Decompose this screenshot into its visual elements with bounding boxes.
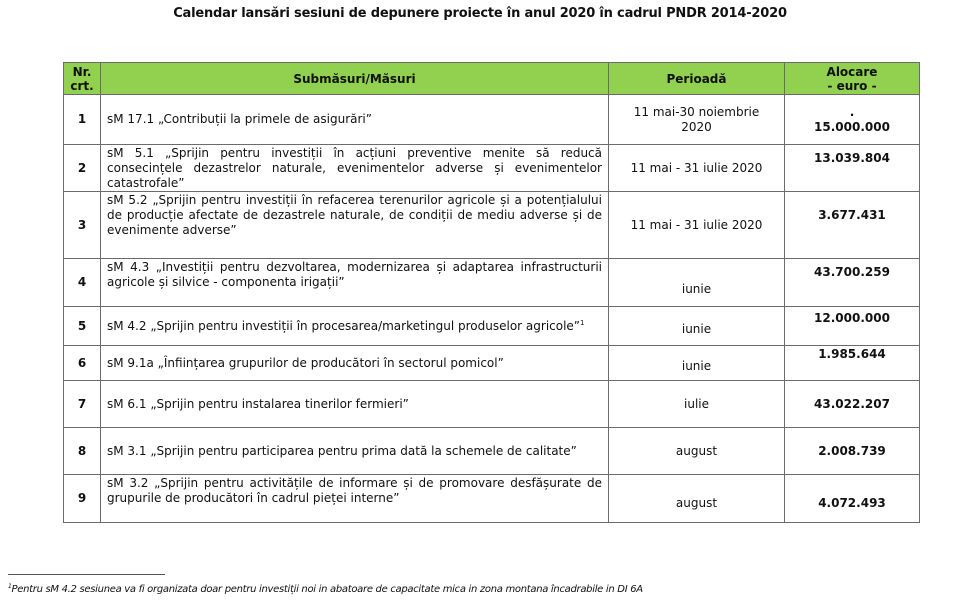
submasura-cell xyxy=(101,307,609,346)
alocare-prefix: . xyxy=(849,104,855,119)
alocare-cell: 43.700.259 xyxy=(785,259,920,307)
submasura-cell: sM 6.1 „Sprijin pentru instalarea tinerilor fermieri” xyxy=(101,381,609,428)
header-nr-line1: Nr. xyxy=(72,64,92,79)
table-row xyxy=(64,259,920,307)
footnote xyxy=(8,584,643,595)
perioada-cell: 11 mai - 31 iulie 2020 xyxy=(609,145,785,192)
header-alocare xyxy=(785,63,920,95)
footnote-ref[interactable]: 1 xyxy=(580,318,585,327)
row-number: 6 xyxy=(64,346,101,381)
alocare-cell: 2.008.739 xyxy=(785,428,920,475)
alocare-cell: 4.072.493 xyxy=(785,475,920,523)
table-row xyxy=(64,145,920,192)
table-row xyxy=(64,428,920,475)
perioada-line1: 11 mai-30 noiembrie xyxy=(633,104,760,119)
row-number: 1 xyxy=(64,95,101,145)
row-number: 7 xyxy=(64,381,101,428)
header-submasuri: Submăsuri/Măsuri xyxy=(101,63,609,95)
header-alocare-line2: - euro - xyxy=(827,78,877,93)
submasura-cell: sM 3.2 „Sprijin pentru activitățile de informare și de promovare desfășurate de grupurile de producători în cadrul pieței interne” xyxy=(101,475,609,523)
row-number: 8 xyxy=(64,428,101,475)
alocare-value: 15.000.000 xyxy=(814,119,890,134)
submasura-cell: sM 5.1 „Sprijin pentru investiții în acțiuni preventive menite să reducă consecințele dezastrelor naturale, evenimentelor adverse și evenimentelor catastrofale” xyxy=(101,145,609,192)
header-nr-line2: crt. xyxy=(70,78,94,93)
perioada-cell: august xyxy=(609,475,785,523)
footnote-separator xyxy=(8,574,165,575)
submasura-cell: sM 17.1 „Contribuții la primele de asigurări” xyxy=(101,95,609,145)
table-header-row xyxy=(64,63,920,95)
alocare-cell: 1.985.644 xyxy=(785,346,920,381)
table-row xyxy=(64,192,920,259)
calendar-table xyxy=(63,62,920,523)
row-number: 4 xyxy=(64,259,101,307)
table-row xyxy=(64,95,920,145)
row-number: 2 xyxy=(64,145,101,192)
footnote-text: Pentru sM 4.2 sesiunea va fi organizata doar pentru investiții noi in abatoare de capacitate mica in zona montana încadrabile in DI 6A xyxy=(11,584,643,595)
submasura-cell: sM 9.1a „Înființarea grupurilor de producători în sectorul pomicol” xyxy=(101,346,609,381)
submasura-text: sM 4.2 „Sprijin pentru investiții în procesarea/marketingul produselor agricole” xyxy=(107,318,581,333)
header-nr xyxy=(64,63,101,95)
row-number: 5 xyxy=(64,307,101,346)
alocare-cell: 13.039.804 xyxy=(785,145,920,192)
header-alocare-line1: Alocare xyxy=(826,64,878,79)
perioada-cell: iulie xyxy=(609,381,785,428)
perioada-cell: 11 mai - 31 iulie 2020 xyxy=(609,192,785,259)
table-row xyxy=(64,475,920,523)
row-number: 3 xyxy=(64,192,101,259)
perioada-cell: iunie xyxy=(609,259,785,307)
perioada-cell: iunie xyxy=(609,307,785,346)
submasura-cell: sM 3.1 „Sprijin pentru participarea pentru prima dată la schemele de calitate” xyxy=(101,428,609,475)
alocare-cell: 12.000.000 xyxy=(785,307,920,346)
perioada-line2: 2020 xyxy=(681,119,712,134)
alocare-cell: 43.022.207 xyxy=(785,381,920,428)
perioada-cell xyxy=(609,95,785,145)
alocare-cell: 3.677.431 xyxy=(785,192,920,259)
row-number: 9 xyxy=(64,475,101,523)
submasura-cell: sM 4.3 „Investiții pentru dezvoltarea, modernizarea și adaptarea infrastructurii agricole și silvice - componenta irigații” xyxy=(101,259,609,307)
page-title: Calendar lansări sesiuni de depunere proiecte în anul 2020 în cadrul PNDR 2014-2020 xyxy=(173,6,787,21)
submasura-cell: sM 5.2 „Sprijin pentru investiții în refacerea terenurilor agricole și a potențialului de producție afectate de dezastrele naturale, de condiții de mediu adverse și de evenimente adverse” xyxy=(101,192,609,259)
perioada-cell: iunie xyxy=(609,346,785,381)
header-perioada: Perioadă xyxy=(609,63,785,95)
table-row xyxy=(64,346,920,381)
table-row xyxy=(64,307,920,346)
table-row xyxy=(64,381,920,428)
perioada-cell: august xyxy=(609,428,785,475)
footnote-mark: 1 xyxy=(8,583,12,590)
alocare-cell xyxy=(785,95,920,145)
